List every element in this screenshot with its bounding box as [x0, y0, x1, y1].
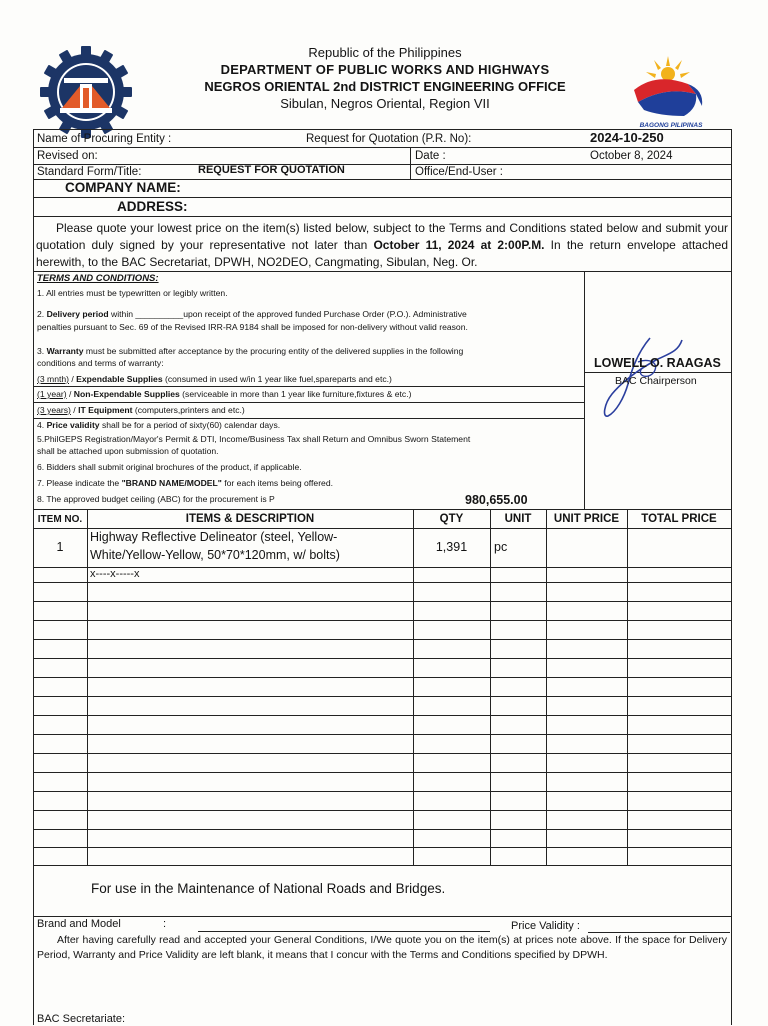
signatory-name: LOWELL O. RAAGAS [594, 356, 721, 370]
term-3-line1: 3. Warranty must be submitted after acceptance by the procuring entity of the delivered supplies in the following [37, 346, 464, 356]
bagong-pilipinas-text: BAGONG PILIPINAS [639, 122, 703, 129]
col-header-unit: UNIT [504, 513, 532, 525]
brand-model-label: Brand and Model [37, 918, 121, 930]
bac-secretariat-label: BAC Secretariate: [37, 1013, 126, 1025]
term-6: 6. Bidders shall submit original brochures of the product, if applicable. [37, 462, 302, 472]
term-8: 8. The approved budget ceiling (ABC) for the procurement is P [37, 494, 275, 504]
warranty-it-equipment: (3 years) / IT Equipment (computers,printers and etc.) [37, 405, 245, 415]
col-header-item-no: ITEM NO. [37, 514, 83, 525]
intro-paragraph [36, 220, 728, 271]
end-of-items-marker: x----x-----x [90, 568, 140, 580]
description-line1: Highway Reflective Delineator (steel, Yellow- [90, 530, 338, 544]
col-header-unit-price: UNIT PRICE [553, 513, 620, 525]
deadline: October 11, 2024 at 2:00P.M. [373, 238, 545, 252]
republic-line: Republic of the Philippines [308, 45, 462, 60]
bagong-pilipinas-logo-icon [626, 50, 716, 130]
department-line: DEPARTMENT OF PUBLIC WORKS AND HIGHWAYS [220, 62, 550, 77]
date-value: October 8, 2024 [590, 150, 673, 162]
intro-text-a: Please quote your lowest price on the item(s) listed below, subject to the Terms and Conditions stated below and submit your quotation duly signed by your representative not later than [36, 221, 728, 252]
qty-cell: 1,391 [435, 540, 468, 554]
letterhead [150, 44, 620, 112]
col-header-qty: QTY [439, 513, 464, 525]
company-name-label: COMPANY NAME: [65, 180, 181, 195]
rfq-label: Request for Quotation (P.R. No): [306, 133, 472, 145]
unit-cell: pc [494, 540, 508, 554]
col-header-description: ITEMS & DESCRIPTION [185, 513, 315, 525]
term-4: 4. Price validity shall be for a period of sixty(60) calendar days. [37, 420, 281, 430]
brand-model-field[interactable] [198, 931, 490, 932]
description-line2: White/Yellow-Yellow, 50*70*120mm, w/ bolts) [90, 548, 340, 562]
abc-amount: 980,655.00 [465, 493, 528, 507]
date-label: Date : [415, 150, 446, 162]
dpwh-logo-icon [40, 46, 132, 138]
term-7: 7. Please indicate the "BRAND NAME/MODEL" for each items being offered. [37, 478, 334, 488]
item-no-cell: 1 [56, 540, 64, 554]
warranty-non-expendable: (1 year) / Non-Expendable Supplies (serviceable in more than 1 year like furniture,fixtures & etc.) [37, 389, 412, 399]
col-header-total-price: TOTAL PRICE [641, 513, 717, 525]
term-3-line2: conditions and terms of warranty: [37, 358, 164, 368]
terms-heading: TERMS AND CONDITIONS: [37, 273, 159, 284]
location-line: Sibulan, Negros Oriental, Region VII [280, 96, 490, 111]
term-2-line2: penalties pursuant to Sec. 69 of the Revised IRR-RA 9184 shall be imposed for non-delivery without valid reason. [37, 322, 468, 332]
office-end-user-label: Office/End-User : [415, 166, 503, 178]
purpose-statement: For use in the Maintenance of National Roads and Bridges. [91, 881, 446, 896]
form-title: REQUEST FOR QUOTATION [198, 164, 345, 176]
declaration-paragraph: After having carefully read and accepted your General Conditions, I/We quote you on the item(s) at prices note above. If the space for Delivery Period, Warranty and Price Validity are left blank, it means that I concur with the Terms and Conditions specified by DPWH. [37, 934, 727, 961]
procuring-entity-label: Name of Procuring Entity : [37, 133, 172, 145]
brand-model-colon: : [163, 918, 167, 930]
warranty-expendable: (3 mnth) / Expendable Supplies (consumed in used w/in 1 year like fuel,spareparts and etc.) [37, 374, 392, 384]
term-5-line1: 5.PhilGEPS Registration/Mayor's Permit & DTI, Income/Business Tax shall Return and Omnibus Sworn Statement [37, 434, 471, 444]
address-label: ADDRESS: [117, 199, 188, 214]
standard-form-label: Standard Form/Title: [37, 166, 142, 178]
intro-text-b: In the return envelope attached herewith, to the BAC Secretariat, DPWH, NO2DEO, Cangmating, Sibulan, Neg. Or. [36, 238, 729, 269]
price-validity-label: Price Validity : [511, 920, 580, 932]
rfq-number: 2024-10-250 [590, 130, 664, 145]
term-1: 1. All entries must be typewritten or legibly written. [37, 288, 228, 298]
term-5-line2: shall be attached upon submission of quotation. [37, 446, 219, 456]
signatory-title: BAC Chairperson [615, 375, 697, 387]
revised-on-label: Revised on: [37, 150, 98, 162]
term-2-line1: 2. Delivery period within __________upon receipt of the approved funded Purchase Order (P.O.). Administrative [37, 309, 467, 319]
office-line: NEGROS ORIENTAL 2nd DISTRICT ENGINEERING OFFICE [204, 79, 566, 94]
